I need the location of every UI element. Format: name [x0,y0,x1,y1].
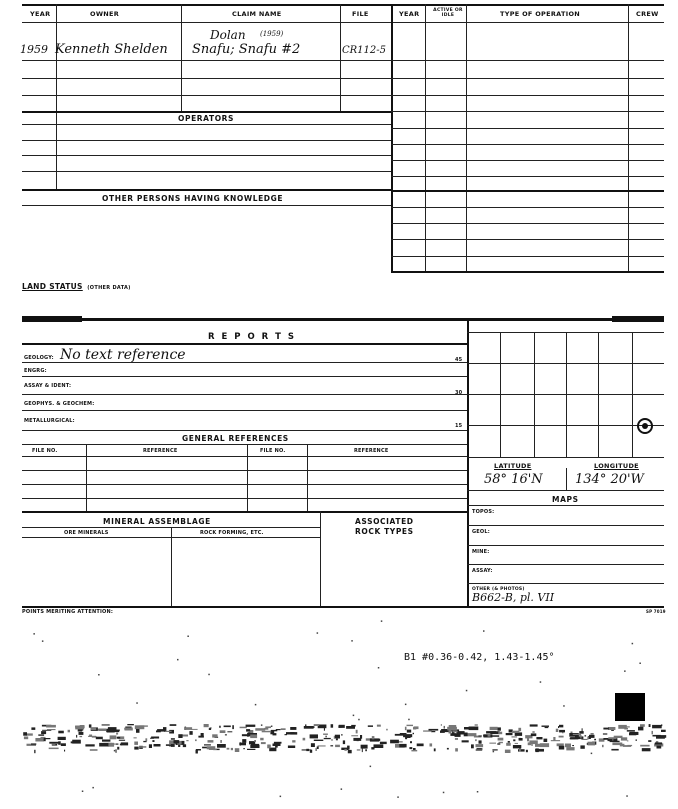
ref-header-file-no-2: FILE NO. [260,448,286,454]
typed-note: B1 #0.36-0.42, 1.43-1.45° [404,652,555,663]
latitude-label: LATITUDE [494,462,532,470]
entry-claim-name-line2: Snafu; Snafu #2 [192,42,301,57]
ops-year-header: YEAR [399,10,420,18]
owner-header: OWNER [90,10,120,18]
geology-label: GEOLOGY: [24,355,54,361]
geology-value: No text reference [60,347,186,363]
reports-title: R E P O R T S [208,332,297,342]
assay-label: ASSAY & IDENT: [24,383,72,389]
form-number: SP 7019 [646,609,666,614]
ref-header-file-no-1: FILE NO. [32,448,58,454]
points-meriting-label: POINTS MERITING ATTENTION: [22,609,114,615]
longitude-label: LONGITUDE [594,462,639,470]
rock-forming-header: ROCK FORMING, ETC. [200,530,264,536]
page-mark-45: 45 [455,357,463,363]
other-photos-label: OTHER (& PHOTOS) [472,587,525,592]
page-mark-15: 15 [455,423,463,429]
geophys-label: GEOPHYS. & GEOCHEM: [24,401,95,407]
entry-claim-name-line1: Dolan [210,28,246,42]
file-header: FILE [352,10,369,18]
operators-title: OPERATORS [178,114,235,123]
active-idle-header: ACTIVE OR IDLE [433,8,463,18]
ref-header-reference-1: REFERENCE [143,448,178,454]
general-refs-title: GENERAL REFERENCES [182,434,289,443]
entry-claim-name-note: (1959) [260,30,284,38]
ref-header-reference-2: REFERENCE [354,448,389,454]
geol-label: GEOL: [472,529,490,535]
other-persons-title: OTHER PERSONS HAVING KNOWLEDGE [102,194,284,203]
land-status-label: LAND STATUS [22,282,83,291]
associated-line2: ROCK TYPES [355,527,414,536]
latitude-value: 58° 16'N [484,472,543,487]
mine-label: MINE: [472,549,490,555]
other-photos-value: B662-B, pl. VII [472,591,555,604]
page-mark-30: 30 [455,390,463,396]
longitude-value: 134° 20'W [575,472,644,487]
entry-file: CR112-5 [342,45,387,56]
metallurgical-label: METALLURGICAL: [24,418,75,424]
crew-header: CREW [636,10,659,18]
type-operation-header: TYPE OF OPERATION [500,10,581,18]
year-header: YEAR [30,10,51,18]
land-status-sub: (OTHER DATA) [87,285,131,291]
claim-name-header: CLAIM NAME [232,10,282,18]
associated-line1: ASSOCIATED [355,517,414,526]
topos-label: TOPOS: [472,509,495,515]
ore-minerals-header: ORE MINERALS [64,530,109,536]
assay-map-label: ASSAY: [472,568,493,574]
entry-owner: Kenneth Shelden [55,42,168,57]
entry-year: 1959 [20,43,48,56]
maps-title: MAPS [552,495,579,504]
engrg-label: ENGRG: [24,368,47,374]
mineral-assemblage-title: MINERAL ASSEMBLAGE [103,517,211,526]
